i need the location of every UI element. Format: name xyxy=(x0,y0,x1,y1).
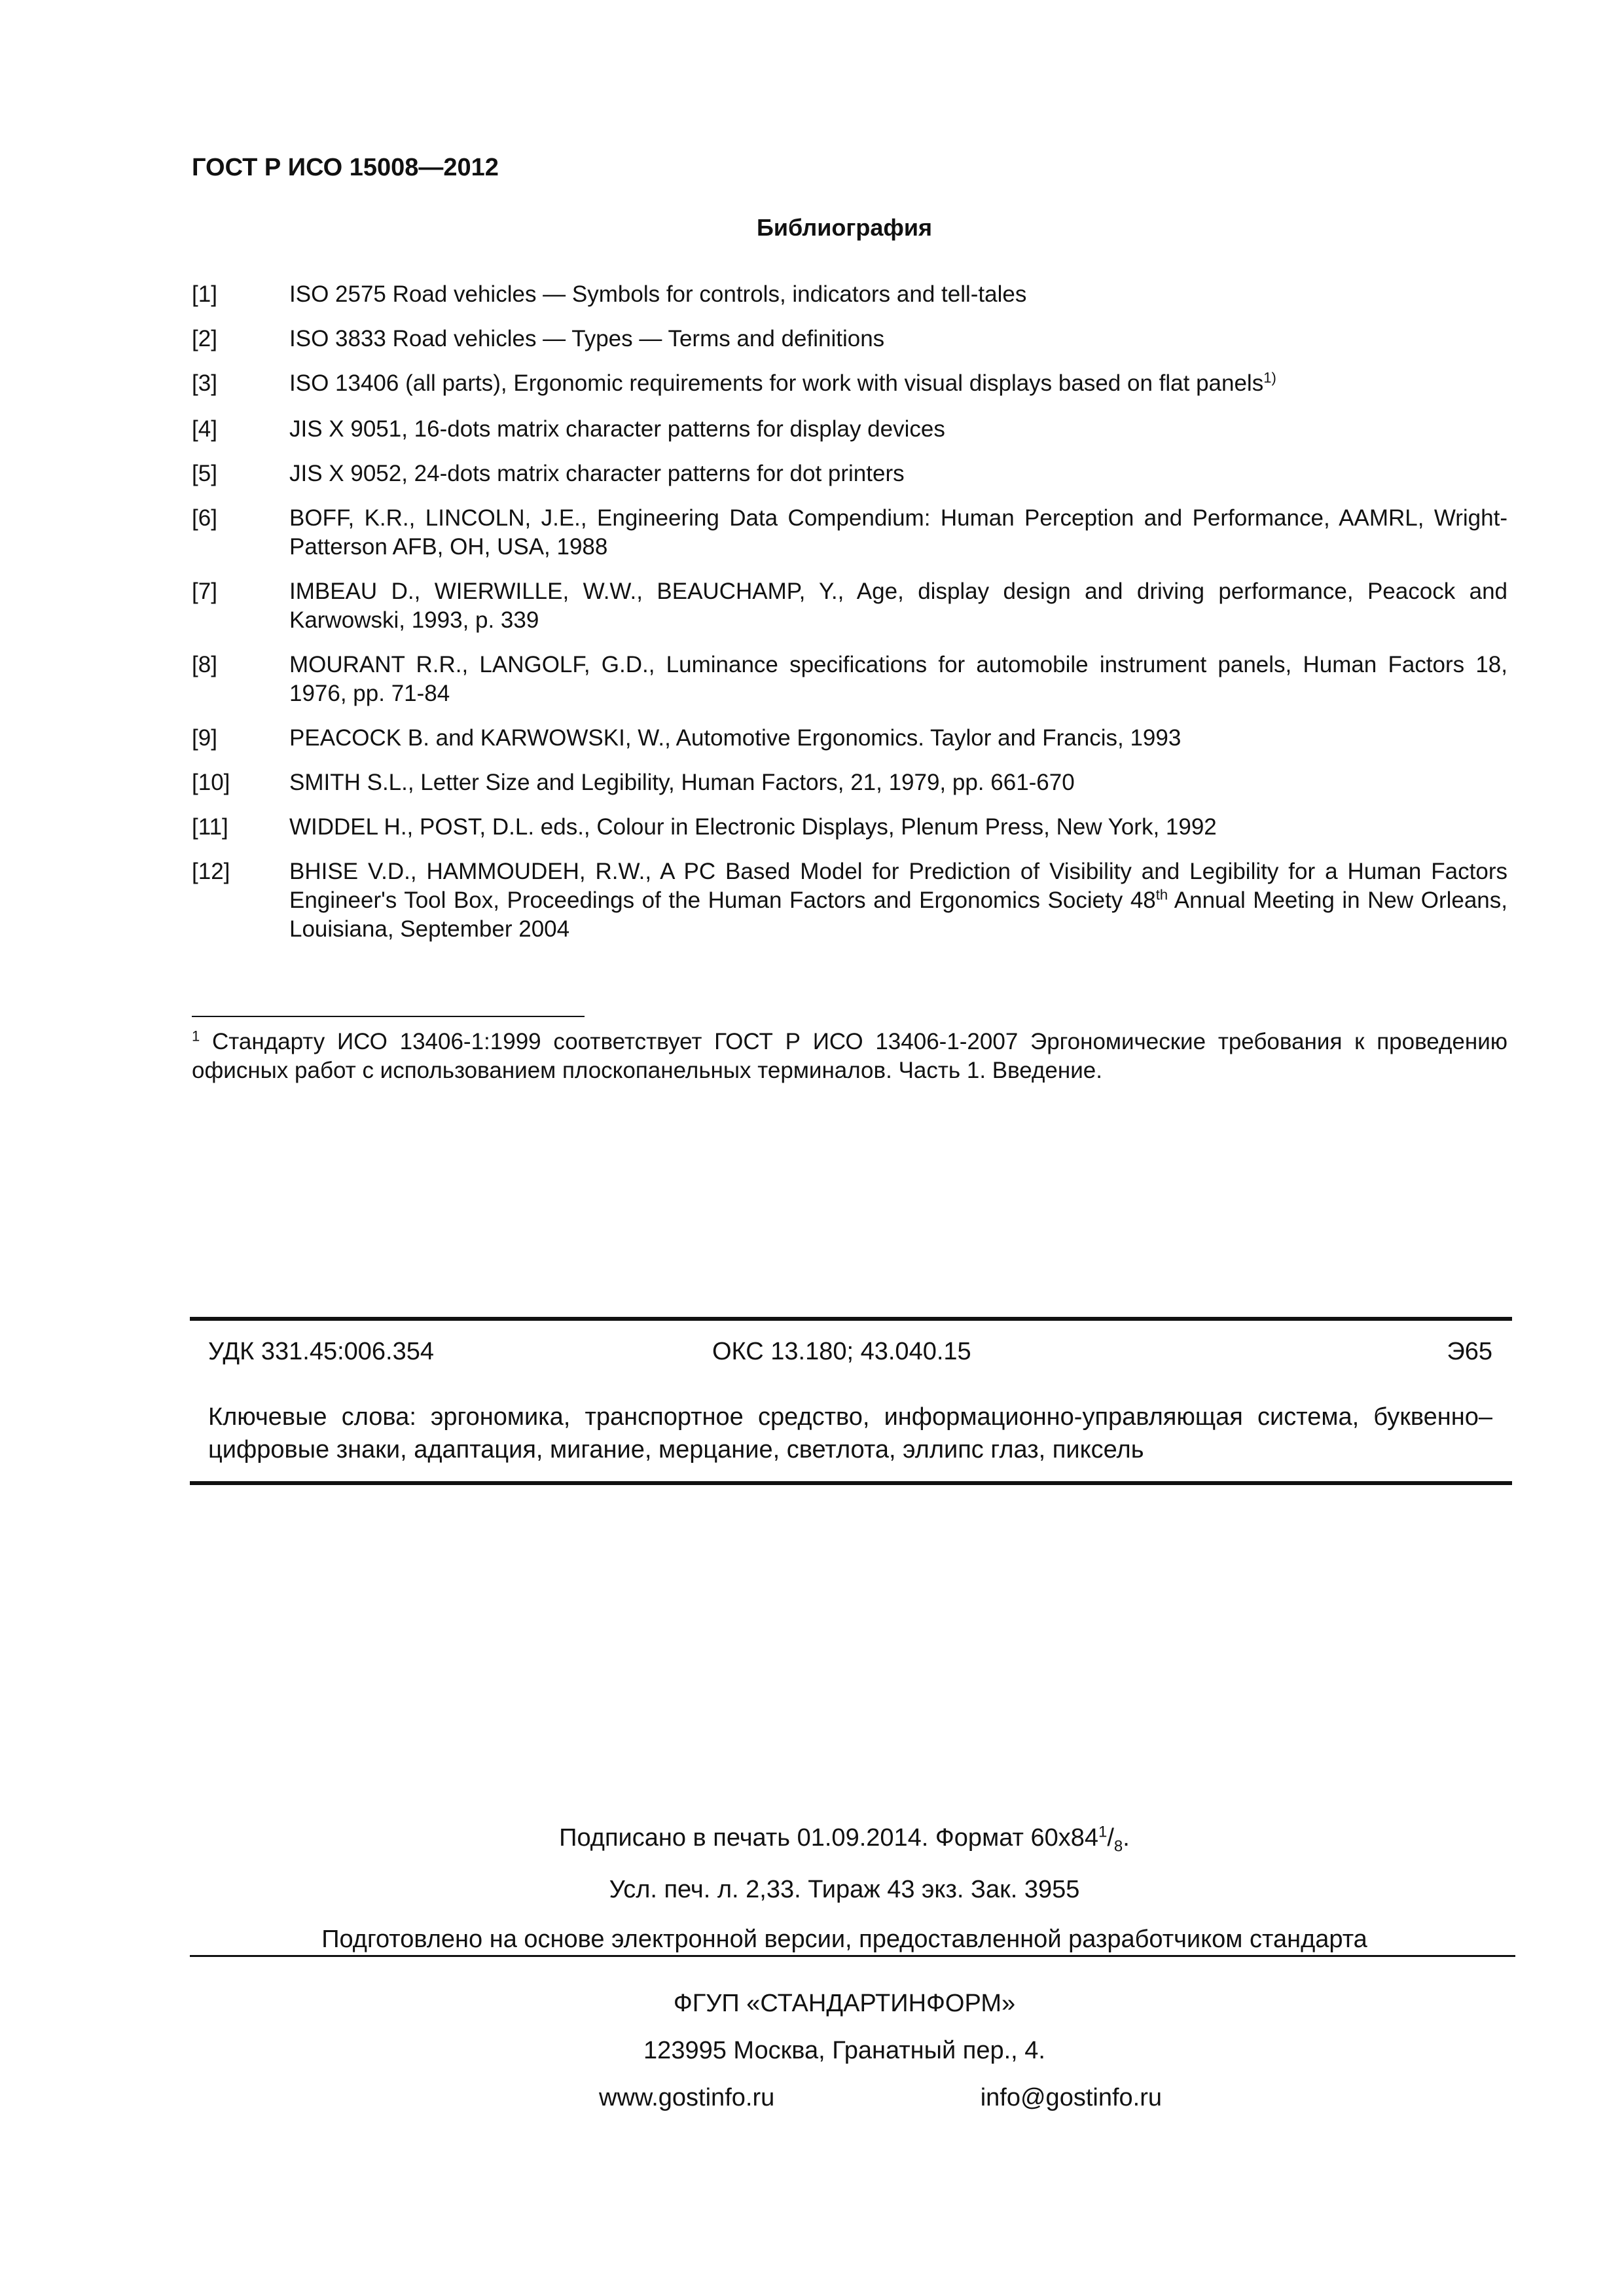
item-number: [1] xyxy=(192,281,217,307)
publisher-name: ФГУП «СТАНДАРТИНФОРМ» xyxy=(673,1990,1016,2017)
signed-text: Подписано в печать 01.09.2014. Формат 60х84 xyxy=(559,1824,1098,1852)
classification-row xyxy=(208,1338,1492,1366)
bibliography-item xyxy=(192,724,1507,753)
footnote-divider xyxy=(192,1016,585,1017)
bibliography-item xyxy=(192,325,1507,353)
document-header: ГОСТ Р ИСО 15008—2012 xyxy=(192,154,499,181)
bibliography-title: Библиография xyxy=(757,214,932,241)
ordinal-suffix: th xyxy=(1155,886,1168,903)
item-text: SMITH S.L., Letter Size and Legibility, Human Factors, 21, 1979, pp. 661-670 xyxy=(289,770,1075,795)
publisher-email[interactable]: info@gostinfo.ru xyxy=(980,2084,1162,2111)
item-number: [3] xyxy=(192,370,217,396)
footnote xyxy=(192,1028,1507,1085)
publisher-address: 123995 Москва, Гранатный пер., 4. xyxy=(643,2037,1045,2064)
footnote-text: Стандарту ИСО 13406-1:1999 соответствует ГОСТ Р ИСО 13406-1-2007 Эргономические требования к проведению офисных работ с использованием плоскопанельных терминалов. Часть 1. Введение. xyxy=(192,1029,1507,1083)
bibliography-item xyxy=(192,813,1507,842)
bibliography-item xyxy=(192,857,1507,944)
item-number: [7] xyxy=(192,579,217,604)
bibliography-item xyxy=(192,504,1507,562)
signed-line xyxy=(0,1823,1624,1856)
item-text-wrapper xyxy=(289,369,1507,398)
format-denominator: 8 xyxy=(1113,1837,1123,1856)
bibliography-item xyxy=(192,577,1507,635)
classification-top-rule xyxy=(190,1317,1512,1321)
item-text: IMBEAU D., WIERWILLE, W.W., BEAUCHAMP, Y., Age, display design and driving performance, Peacock and Karwowski, 1993, p. 339 xyxy=(289,579,1507,633)
item-number: [8] xyxy=(192,652,217,677)
bibliography-item xyxy=(192,651,1507,708)
item-text: ISO 2575 Road vehicles — Symbols for controls, indicators and tell-tales xyxy=(289,281,1027,307)
item-text: JIS X 9052, 24-dots matrix character patterns for dot printers xyxy=(289,461,905,486)
print-info: Усл. печ. л. 2,33. Тираж 43 экз. Зак. 3955 xyxy=(609,1876,1080,1903)
item-number: [4] xyxy=(192,416,217,442)
item-text-wrapper xyxy=(289,857,1507,944)
publisher-website[interactable]: www.gostinfo.ru xyxy=(599,2084,775,2111)
bibliography-item xyxy=(192,768,1507,797)
udk-code: УДК 331.45:006.354 xyxy=(208,1338,435,1365)
keywords: Ключевые слова: эргономика, транспортное средство, информационно-управляющая система, буквенно–цифровые знаки, адаптация, мигание, мерцание, светлота, эллипс глаз, пиксель xyxy=(208,1403,1492,1463)
classification-bottom-rule xyxy=(190,1481,1512,1485)
item-text-continued: Annual Meeting in New Orleans, Louisiana, September 2004 xyxy=(289,888,1507,942)
item-text: BHISE V.D., HAMMOUDEH, R.W., A PC Based Model for Prediction of Visibility and Legibility for a Human Factors Engineer's Tool Box, Proceedings of the Human Factors and Ergonomics Society 48 xyxy=(289,859,1507,913)
item-text: PEACOCK B. and KARWOWSKI, W., Automotive Ergonomics. Taylor and Francis, 1993 xyxy=(289,725,1182,751)
bibliography-item xyxy=(192,415,1507,444)
bibliography-item xyxy=(192,280,1507,309)
prepared-note: Подготовлено на основе электронной версии, предоставленной разработчиком стандарта xyxy=(321,1926,1367,1953)
item-text: ISO 13406 (all parts), Ergonomic requirements for work with visual displays based on flat panels xyxy=(289,370,1264,396)
signed-suffix: . xyxy=(1123,1824,1130,1852)
bibliography-item xyxy=(192,369,1507,398)
publisher-contacts xyxy=(599,2084,1162,2112)
item-number: [12] xyxy=(192,859,230,884)
category-code: Э65 xyxy=(1447,1338,1492,1365)
footnote-marker: 1) xyxy=(1263,369,1276,386)
item-number: [10] xyxy=(192,770,230,795)
item-text: WIDDEL H., POST, D.L. eds., Colour in Electronic Displays, Plenum Press, New York, 1992 xyxy=(289,814,1217,840)
bibliography-item xyxy=(192,459,1507,488)
footnote-marker: 1 xyxy=(192,1028,200,1045)
format-slash: / xyxy=(1107,1824,1114,1852)
item-text: JIS X 9051, 16-dots matrix character patterns for display devices xyxy=(289,416,945,442)
oks-code: ОКС 13.180; 43.040.15 xyxy=(712,1338,971,1365)
item-text: ISO 3833 Road vehicles — Types — Terms and definitions xyxy=(289,326,885,351)
item-number: [9] xyxy=(192,725,217,751)
item-text: MOURANT R.R., LANGOLF, G.D., Luminance specifications for automobile instrument panels, Human Factors 18, 1976, pp. 71-84 xyxy=(289,652,1507,706)
publisher-divider xyxy=(190,1955,1515,1957)
item-number: [6] xyxy=(192,505,217,531)
item-text: BOFF, K.R., LINCOLN, J.E., Engineering Data Compendium: Human Perception and Performance, AAMRL, Wright-Patterson AFB, OH, USA, 1988 xyxy=(289,505,1507,560)
item-number: [5] xyxy=(192,461,217,486)
item-number: [2] xyxy=(192,326,217,351)
item-number: [11] xyxy=(192,814,228,840)
format-numerator: 1 xyxy=(1098,1823,1108,1841)
